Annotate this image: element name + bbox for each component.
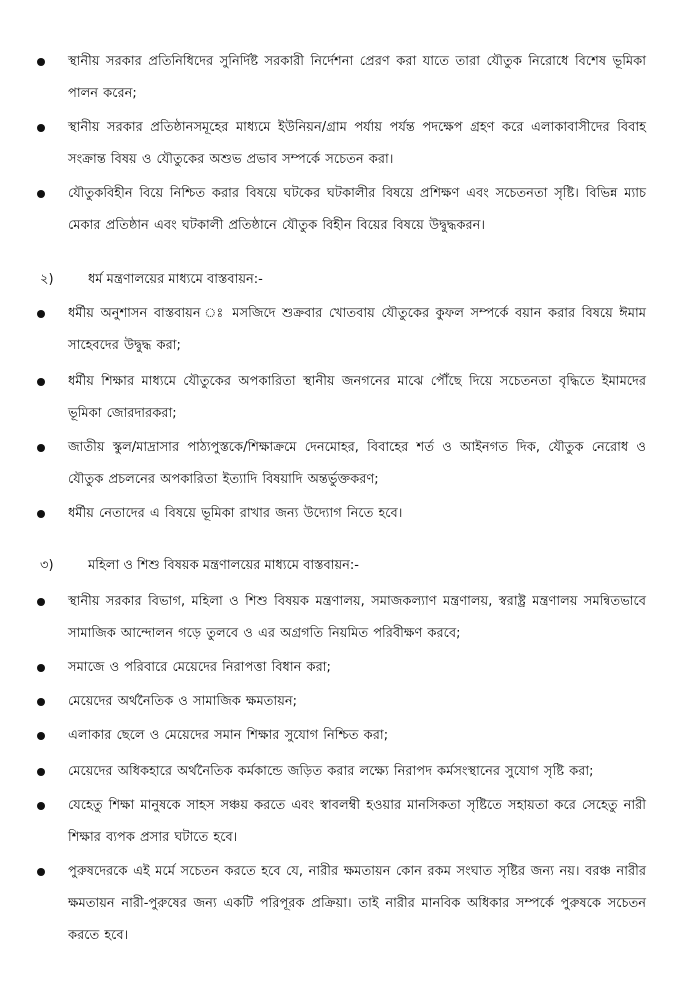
- bullet-icon: [37, 698, 45, 706]
- list-item-text: স্থানীয় সরকার প্রতিনিধিদের সুনির্দিষ্ট সরকারী নির্দেশনা প্রেরণ করা যাতে তারা যৌতুক নিরোধে বিশেষ ভূমিকা পালন করেন;: [68, 54, 646, 101]
- bullet-icon: [37, 378, 45, 386]
- section-heading: [0, 266, 684, 294]
- list-item-text: যেহেতু শিক্ষা মানুষকে সাহস সঞ্চয় করতে এবং স্বাবলম্বী হওয়ার মানসিকতা সৃষ্টিতে সহায়তা করে সেহেতু নারী শিক্ষার ব্যপক প্রসার ঘটাতে হবে।: [68, 798, 646, 845]
- list-item-text: স্থানীয় সরকার বিভাগ, মহিলা ও শিশু বিষয়ক মন্ত্রণালয়, সমাজকল্যাণ মন্ত্রণালয়, স্বরাষ্ট্র মন্ত্রণালয় সমন্বিতভাবে সামাজিক আন্দোলন গড়ে তুলবে ও এর অগ্রগতি নিয়মিত পরিবীক্ষণ করবে;: [68, 594, 646, 641]
- bullet-icon: [37, 598, 45, 606]
- bullet-icon: [37, 802, 45, 810]
- section-number: ২): [40, 272, 54, 287]
- section-heading: [0, 552, 684, 580]
- bullet-icon: [37, 768, 45, 776]
- section-number: ৩): [40, 558, 54, 573]
- list-item-text: ধর্মীয় নেতাদের এ বিষয়ে ভূমিকা রাখার জন্য উদ্যোগ নিতে হবে।: [68, 506, 403, 521]
- list-item-text: মেয়েদের অধিকহারে অর্থনৈতিক কর্মকান্ডে জড়িত করার লক্ষ্যে নিরাপদ কর্মসংস্থানের সুযোগ সৃষ্টি করা;: [68, 764, 594, 779]
- list-item-text: মেয়েদের অর্থনৈতিক ও সামাজিক ক্ষমতায়ন;: [68, 694, 298, 709]
- bullet-icon: [37, 868, 45, 876]
- list-item-text: পুরুষদেরকে এই মর্মে সচেতন করতে হবে যে, নারীর ক্ষমতায়ন কোন রকম সংঘাত সৃষ্টির জন্য নয়। বরঞ্চ নারীর ক্ষমতায়ন নারী-পুরুষের জন্য একটি পরিপূরক প্রক্রিয়া। তাই নারীর মানবিক অধিকার সম্পর্কে পুরুষকে সচেতন করতে হবে।: [68, 864, 646, 943]
- list-item-text: স্থানীয় সরকার প্রতিষ্ঠানসমূহের মাধ্যমে ইউনিয়ন/গ্রাম পর্যায় পর্যন্ত পদক্ষেপ গ্রহণ করে এলাকাবাসীদের বিবাহ সংক্রান্ত বিষয় ও যৌতুকের অশুভ প্রভাব সম্পর্কে সচেতন করা।: [68, 120, 646, 167]
- list-item-text: যৌতুকবিহীন বিয়ে নিশ্চিত করার বিষয়ে ঘটকের ঘটকালীর বিষয়ে প্রশিক্ষণ এবং সচেতনতা সৃষ্টি। বিভিন্ন ম্যাচ মেকার প্রতিষ্ঠান এবং ঘটকালী প্রতিষ্ঠানে যৌতুক বিহীন বিয়ের বিষয়ে উদ্বুদ্ধকরন।: [68, 186, 646, 233]
- list-item-text: এলাকার ছেলে ও মেয়েদের সমান শিক্ষার সুযোগ নিশ্চিত করা;: [68, 728, 389, 743]
- list-item-text: সমাজে ও পরিবারে মেয়েদের নিরাপত্তা বিধান করা;: [68, 660, 331, 675]
- section-title: ধর্ম মন্ত্রণালয়ের মাধ্যমে বাস্তবায়ন:-: [88, 272, 263, 287]
- bullet-icon: [37, 124, 45, 132]
- bullet-icon: [37, 444, 45, 452]
- bullet-icon: [37, 58, 45, 66]
- bullet-icon: [37, 190, 45, 198]
- list-item-text: ধর্মীয় অনুশাসন বাস্তবায়ন ঃ মসজিদে শুক্রবার খোতবায় যৌতুকের কুফল সম্পর্কে বয়ান করার বিষয়ে ঈমাম সাহেবদের উদ্বুদ্ধ করা;: [68, 306, 646, 353]
- section-title: মহিলা ও শিশু বিষয়ক মন্ত্রণালয়ের মাধ্যমে বাস্তবায়ন:-: [88, 558, 359, 573]
- list-item-text: জাতীয় স্কুল/মাদ্রাসার পাঠ্যপুস্তকে/শিক্ষাক্রমে দেনমোহর, বিবাহের শর্ত ও আইনগত দিক, যৌতুক নেরোধ ও যৌতুক প্রচলনের অপকারিতা ইত্যাদি বিষয়াদি অন্তর্ভুক্তকরণ;: [68, 440, 646, 487]
- bullet-icon: [37, 510, 45, 518]
- bullet-icon: [37, 310, 45, 318]
- bullet-icon: [37, 732, 45, 740]
- bullet-icon: [37, 664, 45, 672]
- list-item-text: ধর্মীয় শিক্ষার মাধ্যমে যৌতুকের অপকারিতা স্থানীয় জনগনের মাঝে পৌঁছে দিয়ে সচেতনতা বৃদ্ধিতে ইমামদের ভূমিকা জোরদারকরা;: [68, 374, 646, 421]
